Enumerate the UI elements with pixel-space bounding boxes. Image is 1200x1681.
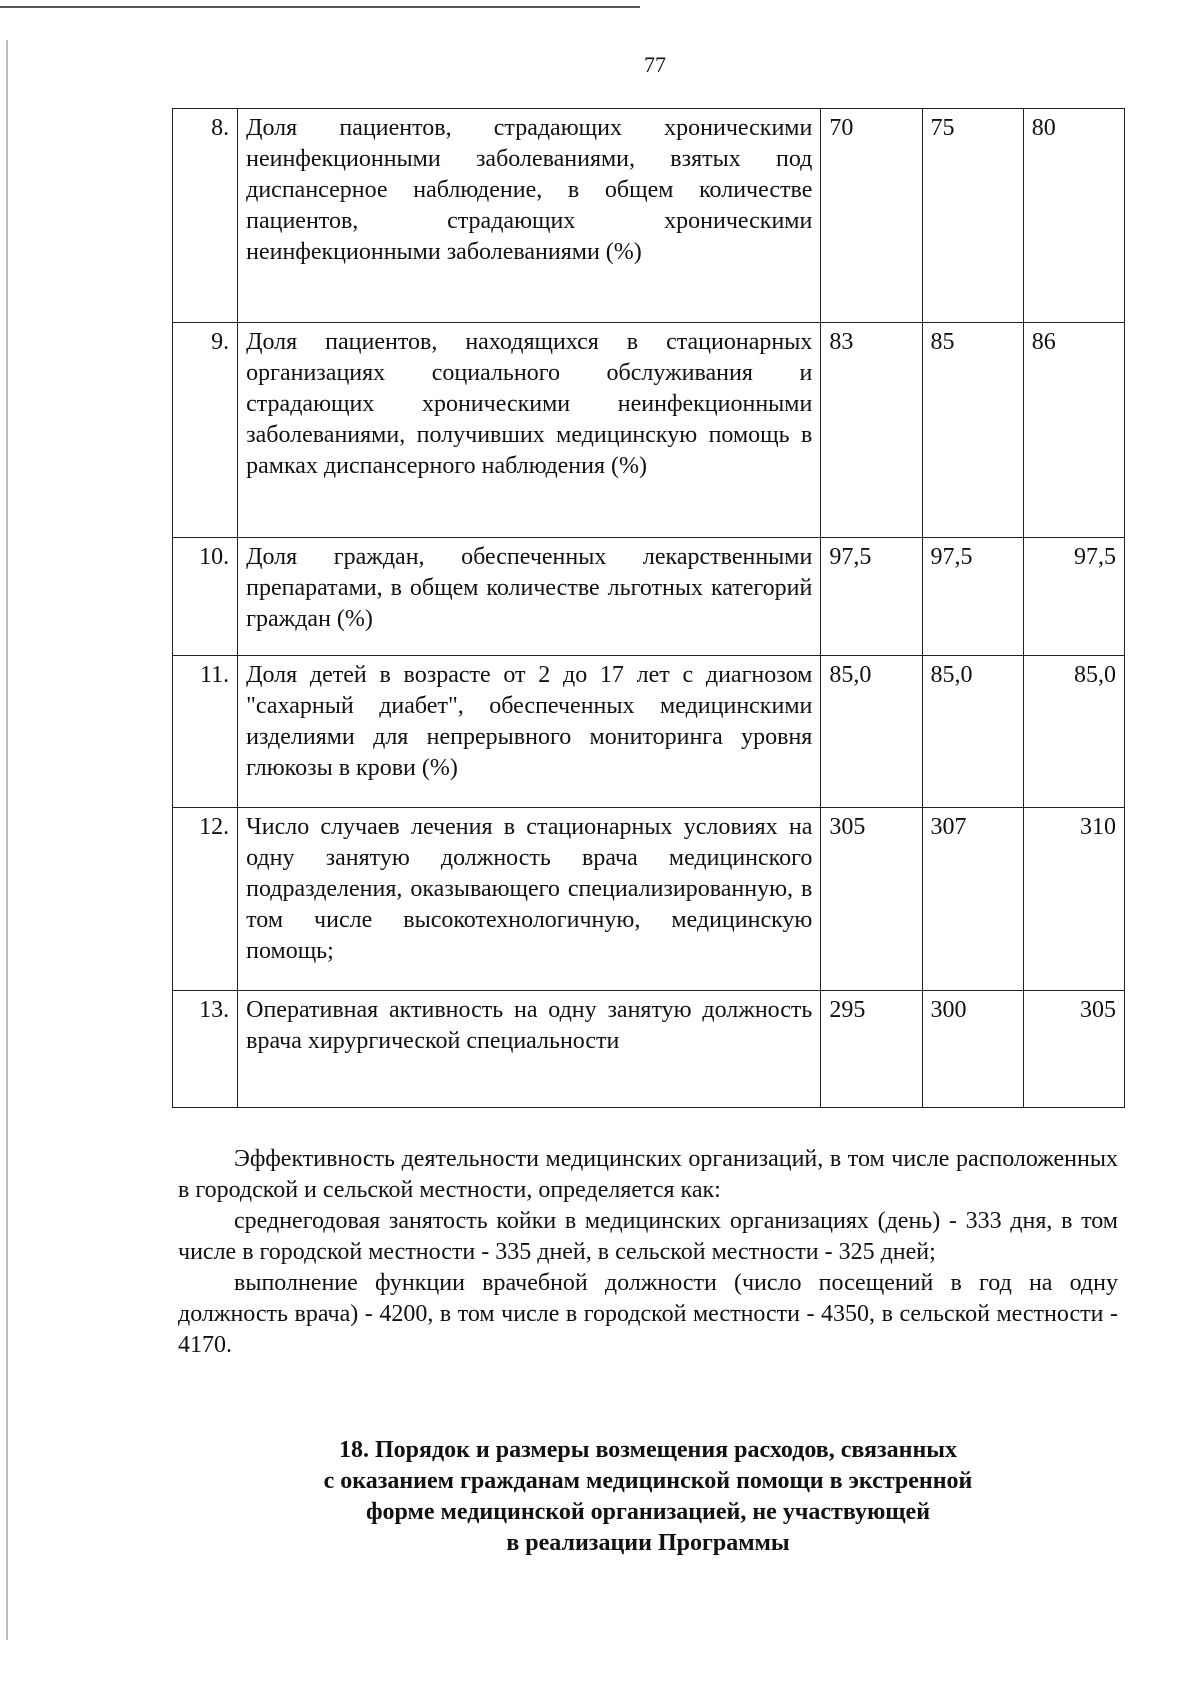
section-heading-line: с оказанием гражданам медицинской помощи в экстренной (323, 1468, 973, 1494)
value-col-3: 310 (1023, 808, 1124, 991)
value-col-3: 85,0 (1023, 656, 1124, 808)
table-row (173, 323, 1125, 538)
value-col-2: 75 (922, 109, 1023, 323)
paragraph-efficiency: Эффективность деятельности медицинских организаций, в том числе расположенных в городской и сельской местности, определяется как: (178, 1146, 1118, 1203)
scan-left-edge (6, 40, 8, 1640)
page-number: 77 (644, 52, 666, 77)
value-col-1: 70 (821, 109, 922, 323)
section-heading-line: 18. Порядок и размеры возмещения расходов, связанных (338, 1437, 958, 1463)
scan-top-rule (0, 0, 640, 8)
table-row (173, 538, 1125, 656)
row-number: 11. (173, 656, 238, 808)
value-col-1: 83 (821, 323, 922, 538)
value-col-2: 85 (922, 323, 1023, 538)
value-col-3: 97,5 (1023, 538, 1124, 656)
section-heading (178, 1435, 1118, 1559)
row-description: Доля пациентов, страдающих хроническими неинфекционными заболеваниями, взятых под диспансерное наблюдение, в общем количестве пациентов, страдающих хроническими неинфекционными заболеваниями (%) (238, 109, 821, 323)
section-heading-line: в реализации Программы (506, 1530, 790, 1556)
value-col-2: 85,0 (922, 656, 1023, 808)
row-description: Доля пациентов, находящихся в стационарных организациях социального обслуживания и страдающих хроническими неинфекционными заболеваниями, получивших медицинскую помощь в рамках диспансерного наблюдения (%) (238, 323, 821, 538)
table-row (173, 808, 1125, 991)
paragraph-physician-function: выполнение функции врачебной должности (число посещений в год на одну должность врача) - 4200, в том числе в городской местности - 4350, в сельской местности - 4170. (178, 1270, 1118, 1358)
value-col-1: 97,5 (821, 538, 922, 656)
row-number: 13. (173, 991, 238, 1108)
table-row (173, 109, 1125, 323)
section-heading-line: форме медицинской организацией, не участвующей (365, 1499, 931, 1525)
value-col-1: 295 (821, 991, 922, 1108)
value-col-2: 307 (922, 808, 1023, 991)
row-description: Доля граждан, обеспеченных лекарственными препаратами, в общем количестве льготных категорий граждан (%) (238, 538, 821, 656)
value-col-2: 97,5 (922, 538, 1023, 656)
row-description: Оперативная активность на одну занятую должность врача хирургической специальности (238, 991, 821, 1108)
row-description: Доля детей в возрасте от 2 до 17 лет с диагнозом "сахарный диабет", обеспеченных медицинскими изделиями для непрерывного мониторинга уровня глюкозы в крови (%) (238, 656, 821, 808)
value-col-3: 305 (1023, 991, 1124, 1108)
indicators-table (172, 108, 1125, 1108)
row-number: 9. (173, 323, 238, 538)
table-row (173, 991, 1125, 1108)
row-number: 10. (173, 538, 238, 656)
value-col-1: 85,0 (821, 656, 922, 808)
value-col-2: 300 (922, 991, 1023, 1108)
row-description: Число случаев лечения в стационарных условиях на одну занятую должность врача медицинского подразделения, оказывающего специализированную, в том числе высокотехнологичную, медицинскую помощь; (238, 808, 821, 991)
value-col-3: 86 (1023, 323, 1124, 538)
body-text (178, 1144, 1118, 1361)
table-row (173, 656, 1125, 808)
value-col-1: 305 (821, 808, 922, 991)
row-number: 12. (173, 808, 238, 991)
paragraph-bed-occupancy: среднегодовая занятость койки в медицинских организациях (день) - 333 дня, в том числе в городской местности - 335 дней, в сельской местности - 325 дней; (178, 1208, 1118, 1265)
row-number: 8. (173, 109, 238, 323)
value-col-3: 80 (1023, 109, 1124, 323)
